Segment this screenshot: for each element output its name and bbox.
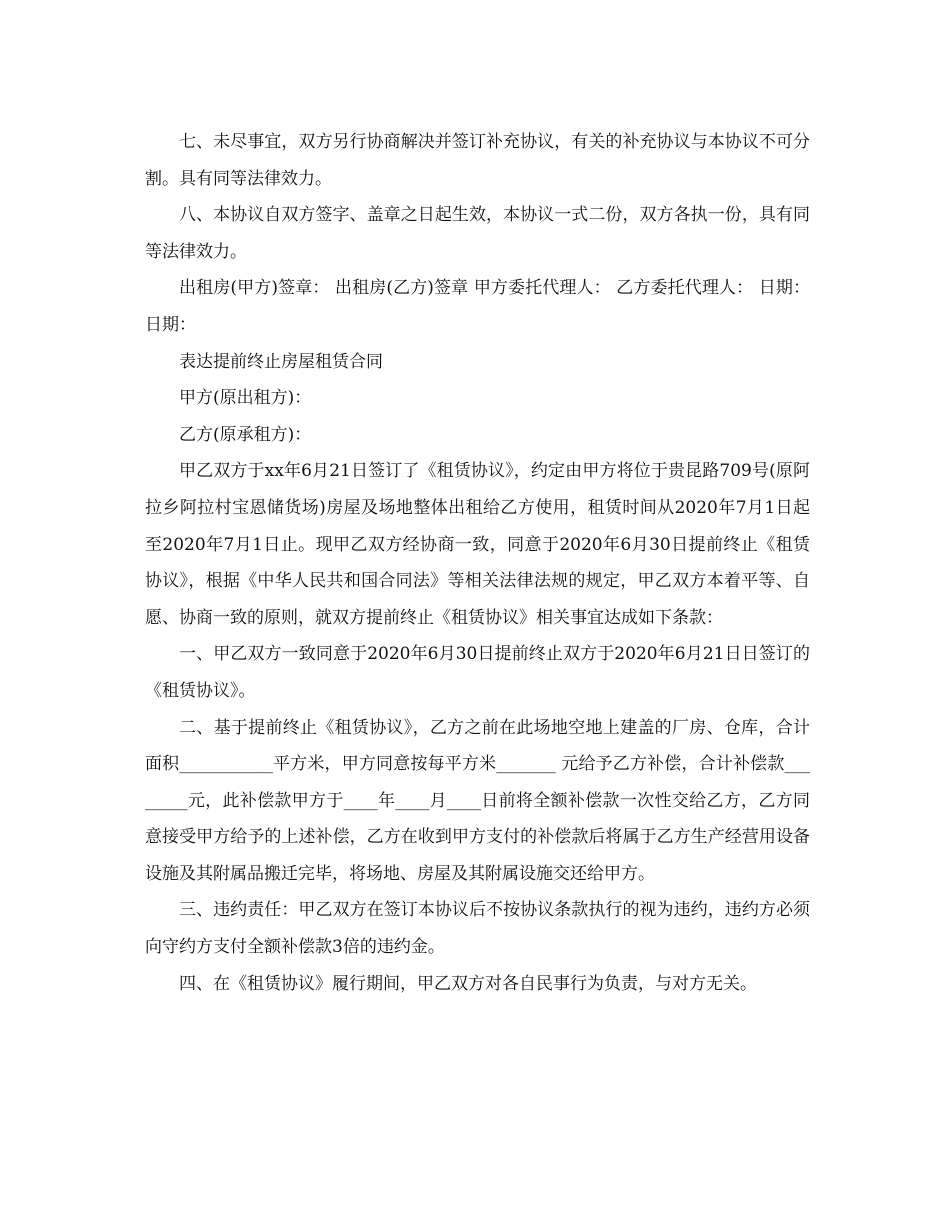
clause-seven: 七、未尽事宜，双方另行协商解决并签订补充协议，有关的补充协议与本协议不可分割。具有同等法律效力。 (145, 132, 810, 189)
clause-one: 一、甲乙双方一致同意于2020年6月30日提前终止双方于2020年6月21日日签订的《租赁协议》。 (145, 644, 810, 701)
clause-three: 三、违约责任：甲乙双方在签订本协议后不按协议条款执行的视为违约，违约方必须向守约方支付全额补偿款3倍的违约金。 (145, 900, 810, 958)
signature-block: 出租房(甲方)签章： 出租房(乙方)签章 甲方委托代理人： 乙方委托代理人： 日期： 日期： (145, 278, 810, 335)
preamble-paragraph: 甲乙双方于xx年6月21日签订了《租赁协议》，约定由甲方将位于贵昆路709号(原阿拉乡阿拉村宝恩储货场)房屋及场地整体出租给乙方使用，租赁时间从2020年7月1日起至2020年7月1日止。现甲乙双方经协商一致，同意于2020年6月30日提前终止《租赁协议》，根据《中华人民共和国合同法》等相关法律法规的规定，甲乙双方本着平等、自愿、协商一致的原则，就双方提前终止《租赁协议》相关事宜达成如下条款： (145, 461, 810, 628)
clause-two: 二、基于提前终止《租赁协议》，乙方之前在此场地空地上建盖的厂房、仓库，合计面积___________平方米，甲方同意按每平方米_______ 元给予乙方补偿，合计补偿款________元，此补偿款甲方于____年____月____日前将全额补偿款一次性交给乙方，乙方同意接受甲方给予的上述补偿，乙方在收到甲方支付的补偿款后将属于乙方生产经营用设备设施及其附属品搬迁完毕，将场地、房屋及其附属设施交还给甲方。 (145, 717, 810, 884)
document-page (145, 124, 810, 1002)
document-heading: 表达提前终止房屋租赁合同 (179, 351, 383, 372)
clause-four: 四、在《租赁协议》履行期间，甲乙双方对各自民事行为负责，与对方无关。 (179, 973, 757, 994)
party-a-line: 甲方(原出租方)： (179, 388, 312, 409)
party-b-line: 乙方(原承租方)： (179, 424, 312, 445)
clause-eight: 八、本协议自双方签字、盖章之日起生效，本协议一式二份，双方各执一份，具有同等法律效力。 (145, 205, 810, 262)
